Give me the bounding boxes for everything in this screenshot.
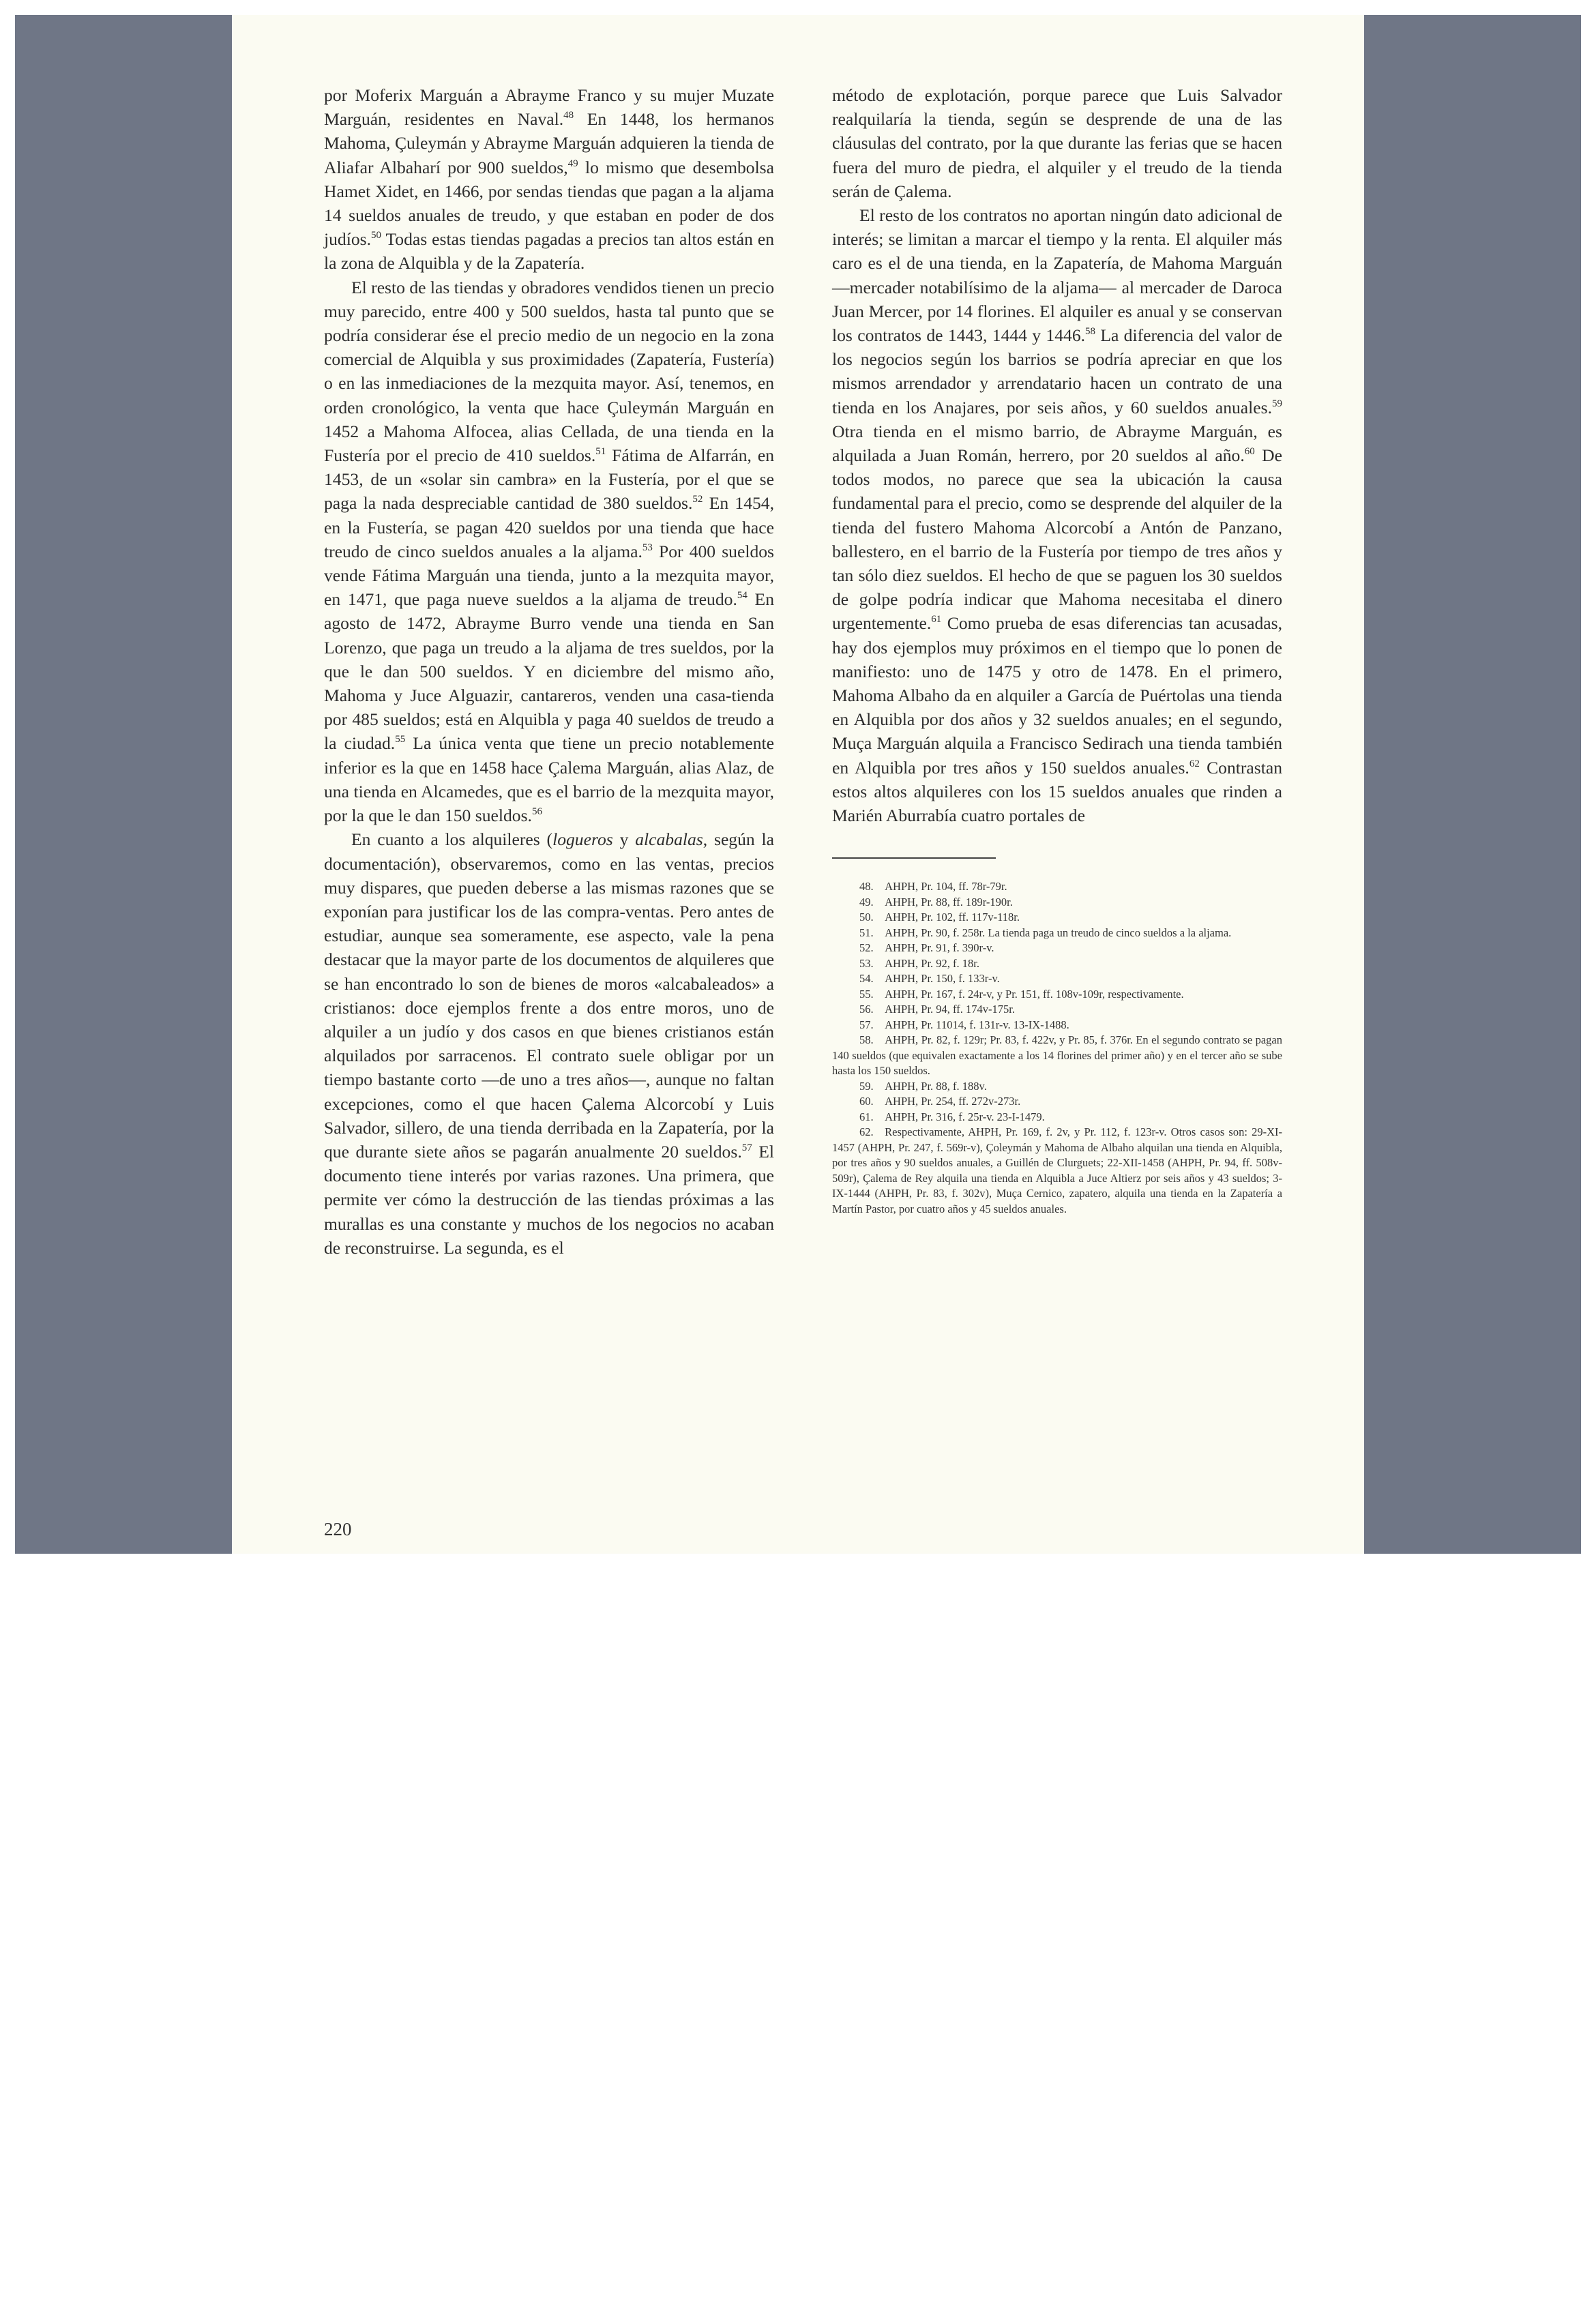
footnote-reference: 55 xyxy=(395,734,406,745)
paragraph xyxy=(832,203,1282,827)
text-run: Contrastan estos altos alquileres con los 15 sueldos anuales que rinden a Marién Aburrabía cuatro portales de xyxy=(832,757,1282,826)
footnote-reference: 56 xyxy=(531,806,542,818)
footnote-reference: 62 xyxy=(1189,758,1200,769)
text-run: El resto de los contratos no aportan ningún dato adicional de interés; se limitan a marcar el tiempo y la renta. El alquiler más caro es el de una tienda, en la Zapatería, de Mahoma Marguán —mercader notabilísimo de la aljama— al mercader de Daroca Juan Mercer, por 14 florines. El alquiler es anual y se conservan los contratos de 1443, 1444 y 1446. xyxy=(832,205,1282,346)
footnote: 53. AHPH, Pr. 92, f. 18r. xyxy=(859,956,980,970)
italic-text: alcabalas xyxy=(635,829,703,850)
footnote-reference: 57 xyxy=(741,1142,752,1153)
text-run: y xyxy=(612,829,636,850)
footnote-reference: 60 xyxy=(1244,446,1255,458)
left-column xyxy=(324,83,774,1260)
footnote-reference: 53 xyxy=(642,542,653,553)
book-page xyxy=(232,15,1364,1554)
footnote: 52. AHPH, Pr. 91, f. 390r-v. xyxy=(859,941,994,955)
text-run: La diferencia del valor de los negocios según los barrios se podría apreciar en que los mismos arrendador y arrendatario hacen un contrato de una tienda en los Anajares, por seis años, y 60 sueldos anuales. xyxy=(832,325,1282,417)
footnote: 54. AHPH, Pr. 150, f. 133r-v. xyxy=(859,972,1000,986)
paragraph xyxy=(324,827,774,1260)
footnote-reference: 52 xyxy=(692,494,703,505)
footnote: 61. AHPH, Pr. 316, f. 25r-v. 23-I-1479. xyxy=(859,1110,1045,1123)
footnote: 56. AHPH, Pr. 94, ff. 174v-175r. xyxy=(859,1003,1015,1016)
footnote: 62. Respectivamente, AHPH, Pr. 169, f. 2v, y Pr. 112, f. 123r-v. Otros casos son: 29-XI-1457 (AHPH, Pr. 247, f. 569r-v), Çoleymán y Mahoma de Albaho alquilan una tienda en Alquibla, por tres años y 90 sueldos anuales, a Guillén de Clurguets; 22-XII-1458 (AHPH, Pr. 94, ff. 508v-509r), Çalema de Rey alquila una tienda en Alquibla a Juce Altierz por seis años y 43 sueldos; 3-IX-1444 (AHPH, Pr. 83, f. 302v), Muça Cernico, zapatero, alquila una tienda en la Zapatería a Martín Pastor, por cuatro años y 45 sueldos anuales. xyxy=(832,1125,1282,1215)
text-run: , según la documentación), observaremos, como en las ventas, precios muy dispares, que pueden deberse a las mismas razones que se exponían para justificar los de las compra-ventas. Pero antes de estudiar, aunque sea someramente, ese aspecto, vale la pena destacar que la mayor parte de los documentos de alquileres que se han encontrado lo son de bienes de moros «alcabaleados» a cristianos: doce ejemplos frente a dos entre moros, uno de alquiler a un judío y dos casos en que bienes cristianos están alquilados por sarracenos. El contrato suele obligar por un tiempo bastante corto —de uno a tres años—, aunque no faltan excepciones, como el que hacen Çalema Alcorcobí y Luis Salvador, sillero, de una tienda derribada en la Zapatería, por la que durante siete años se pagarán anualmente 20 sueldos. xyxy=(324,829,775,1162)
paragraph xyxy=(832,83,1282,203)
footnote-reference: 50 xyxy=(370,230,381,241)
text-run: Otra tienda en el mismo barrio, de Abrayme Marguán, es alquilada a Juan Román, herrero, por 20 sueldos al año. xyxy=(832,421,1282,466)
text-run: Como prueba de esas diferencias tan acusadas, hay dos ejemplos muy próximos en el tiempo que lo ponen de manifiesto: uno de 1475 y otro de 1478. En el primero, Mahoma Albaho da en alquiler a García de Puértolas una tienda en Alquibla por dos años y 32 sueldos anuales; en el segundo, Muça Marguán alquila a Francisco Sedirach una tienda también en Alquibla por tres años y 150 sueldos anuales. xyxy=(832,613,1282,778)
text-run: Fátima de Alfarrán, en 1453, de un «solar sin cambra» en la Fustería, por el que se paga la nada despreciable cantidad de 380 sueldos. xyxy=(324,445,774,514)
footnote-reference: 59 xyxy=(1272,398,1282,409)
footnote-reference: 51 xyxy=(595,446,606,458)
footnote-reference: 58 xyxy=(1085,326,1096,338)
footnote-divider xyxy=(832,857,996,859)
footnote: 57. AHPH, Pr. 11014, f. 131r-v. 13-IX-1488. xyxy=(859,1018,1069,1031)
text-run: De todos modos, no parece que sea la ubicación la causa fundamental para el precio, como se desprende del alquiler de la tienda del fustero Mahoma Alcorcobí a Antón de Panzano, ballestero, en el barrio de la Fustería por tiempo de tres años y tan sólo diez sueldos. El hecho de que se paguen los 30 sueldos de golpe podría indicar que Mahoma necesitaba el dinero urgentemente. xyxy=(832,445,1282,634)
paragraph xyxy=(324,276,774,828)
footnote: 49. AHPH, Pr. 88, ff. 189r-190r. xyxy=(859,895,1013,909)
right-column xyxy=(832,83,1282,1217)
text-run: En 1454, en la Fustería, se pagan 420 sueldos por una tienda que hace treudo de cinco sueldos anuales a la aljama. xyxy=(324,493,774,561)
text-run: método de explotación, porque parece que Luis Salvador realquilaría la tienda, según se desprende de una de las cláusulas del contrato, por la que durante las ferias que se hacen fuera del muro de piedra, el alquiler y el treudo de la tienda serán de Çalema. xyxy=(832,85,1282,201)
text-run: En agosto de 1472, Abrayme Burro vende una tienda en San Lorenzo, que paga un treudo a la aljama de tres sueldos, por la que le dan 500 sueldos. Y en diciembre del mismo año, Mahoma y Juce Alguazir, cantareros, venden una casa-tienda por 485 sueldos; está en Alquibla y paga 40 sueldos de treudo a la ciudad. xyxy=(324,589,774,754)
text-run: En cuanto a los alquileres ( xyxy=(351,829,553,850)
text-run: por Moferix Marguán a Abrayme Franco y su mujer Muzate Marguán, residentes en Naval. xyxy=(324,85,774,130)
footnote-reference: 49 xyxy=(567,158,578,169)
italic-text: logueros xyxy=(552,829,613,850)
text-run: En 1448, los hermanos Mahoma, Çuleymán y Abrayme Marguán adquieren la tienda de Aliafar Albaharí por 900 sueldos, xyxy=(324,109,774,177)
text-run: El resto de las tiendas y obradores vendidos tienen un precio muy parecido, entre 400 y 500 sueldos, hasta tal punto que se podría considerar ése el precio medio de un negocio en la zona comercial de Alquibla y sus proximidades (Zapatería, Fustería) o en las inmediaciones de la mezquita mayor. Así, tenemos, en orden cronológico, la venta que hace Çuleymán Marguán en 1452 a Mahoma Alfocea, alias Cellada, de una tienda en la Fustería por el precio de 410 sueldos. xyxy=(324,277,774,466)
text-run: Por 400 sueldos vende Fátima Marguán una tienda, junto a la mezquita mayor, en 1471, que paga nueve sueldos a la aljama de treudo. xyxy=(324,541,775,610)
right-column-body xyxy=(832,83,1282,827)
footnote: 48. AHPH, Pr. 104, ff. 78r-79r. xyxy=(859,880,1007,893)
footnote-reference: 48 xyxy=(563,110,574,121)
footnote: 58. AHPH, Pr. 82, f. 129r; Pr. 83, f. 422v, y Pr. 85, f. 376r. En el segundo contrato se pagan 140 sueldos (que equivalen exactamente a los 14 florines del primer año) y en el tercer año se sube hasta los 150 sueldos. xyxy=(832,1033,1282,1078)
footnote-reference: 61 xyxy=(931,614,942,625)
text-run: lo mismo que desembolsa Hamet Xidet, en 1466, por sendas tiendas que pagan a la aljama 14 sueldos anuales de treudo, y que estaban en poder de dos judíos. xyxy=(324,157,774,250)
footnote-reference: 54 xyxy=(737,590,748,602)
footnote: 50. AHPH, Pr. 102, ff. 117v-118r. xyxy=(859,911,1020,924)
text-run: El documento tiene interés por varias razones. Una primera, que permite ver cómo la destrucción de las tiendas próximas a las murallas es una constante y muchos de los negocios no acaban de reconstruirse. La segunda, es el xyxy=(324,1141,774,1258)
footnote: 60. AHPH, Pr. 254, ff. 272v-273r. xyxy=(859,1095,1021,1108)
text-run: Todas estas tiendas pagadas a precios tan altos están en la zona de Alquibla y de la Zapatería. xyxy=(324,229,774,274)
footnote: 59. AHPH, Pr. 88, f. 188v. xyxy=(859,1079,987,1093)
footnotes xyxy=(832,879,1282,1217)
footnote: 55. AHPH, Pr. 167, f. 24r-v, y Pr. 151, ff. 108v-109r, respectivamente. xyxy=(859,987,1184,1001)
page-number: 220 xyxy=(324,1519,352,1539)
text-run: La única venta que tiene un precio notablemente inferior es la que en 1458 hace Çalema Marguán, alias Alaz, de una tienda en Alcamedes, que es el barrio de la mezquita mayor, por la que le dan 150 sueldos. xyxy=(324,733,774,826)
footnote: 51. AHPH, Pr. 90, f. 258r. La tienda paga un treudo de cinco sueldos a la aljama. xyxy=(859,926,1232,939)
paragraph xyxy=(324,83,774,276)
